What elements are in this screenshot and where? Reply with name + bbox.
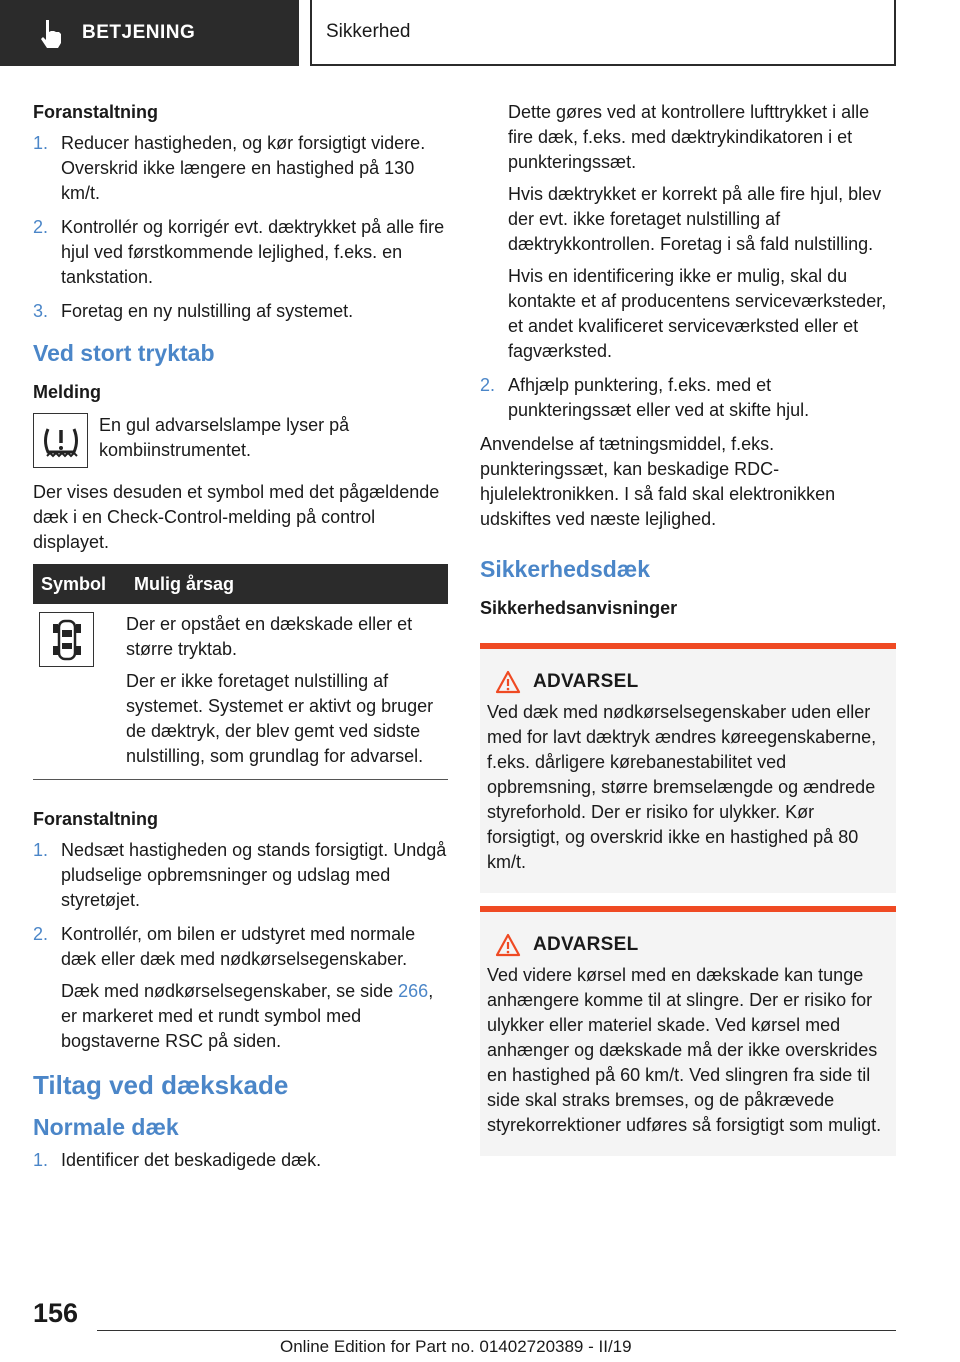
- list-item: 1. Reducer hastigheden, og kør forsigtigt videre. Overskrid ikke længere en hastighed på 130 km/t.: [33, 133, 426, 203]
- left-column: [33, 100, 448, 1182]
- normal-tires-heading: Normale dæk: [33, 1114, 179, 1140]
- col-symbol-header: Symbol: [33, 564, 126, 604]
- message-text: En gul advarselslampe lyser på kombiinstrumentet.: [99, 415, 350, 460]
- car-tire-damage-icon: [39, 612, 94, 667]
- list-item: 2. Kontrollér, om bilen er udstyret med normale dæk eller dæk med nødkørselsegenskaber. Dæk med nødkørselsegenskaber, se side 266, er markeret med et rundt symbol med bogstaverne RSC på siden.: [33, 924, 434, 1051]
- list-item: 2. Afhjælp punktering, f.eks. med et punkteringssæt eller ved at skifte hjul.: [480, 375, 810, 420]
- warning-triangle-icon: [495, 933, 521, 957]
- warning-title: ADVARSEL: [533, 934, 639, 955]
- warning-text: Ved dæk med nødkørselsegenskaber uden eller med for lavt dæktryk ændres køreegenskaberne, f.eks. dårligere kørebanestabilitet ved opbremsning, større bremselængde og ændrede styreforhold. Der er risiko for ulykker. Kør forsigtigt, og overskrid ikke en hastighed på 80 km/t.: [487, 702, 877, 872]
- topic-tab: [310, 0, 896, 66]
- list-item: 3. Foretag en ny nulstilling af systemet.: [33, 301, 354, 321]
- measures-list-2: [33, 838, 448, 1054]
- damage-heading: Tiltag ved dækskade: [33, 1070, 289, 1100]
- symbol-table: [33, 564, 448, 780]
- measures-list: [33, 131, 448, 324]
- continued-list: [480, 100, 896, 423]
- tire-pressure-warning-icon: [33, 413, 88, 468]
- table-row: [33, 604, 448, 780]
- list-item: 1. Nedsæt hastigheden og stands forsigtigt. Undgå pludselige opbremsninger og udslag med styretøjet.: [33, 840, 447, 910]
- col-cause-header: Mulig årsag: [126, 564, 448, 604]
- section-tab: [0, 0, 299, 66]
- edition-text: Online Edition for Part no. 01402720389 - II/19: [280, 1337, 632, 1356]
- cause-text-1: Der er opstået en dækskade eller et større tryktab.: [126, 614, 413, 659]
- normal-list: [33, 1148, 448, 1173]
- measures-title-2: Foranstaltning: [33, 809, 158, 829]
- page-link-266[interactable]: 266: [398, 981, 429, 1001]
- measures-title: Foranstaltning: [33, 102, 158, 122]
- sealant-paragraph: Anvendelse af tætningsmiddel, f.eks. punkteringssæt, kan beskadige RDC-hjulelektronikken. I så fald skal elektronikken udskiftes ved næste lejlighed.: [480, 434, 836, 529]
- big-loss-heading: Ved stort tryktab: [33, 340, 215, 366]
- safety-tires-heading: Sikkerhedsdæk: [480, 556, 651, 582]
- message-title: Melding: [33, 382, 101, 402]
- hand-pointer-icon: [38, 18, 64, 48]
- right-column: [480, 100, 896, 1156]
- message-row: [33, 413, 448, 468]
- warning-box-2: [480, 906, 896, 1156]
- warning-text: Ved videre kørsel med en dækskade kan tunge anhængere komme til at slingre. Der er risiko for ulykker eller materiel skade. Ved kørsel med anhænger og dækskade må der ikke overskrides en hastighed på 60 km/t. Ved slingren fra side til side skal straks bremses, og de påkrævede styrekorrektioner udføres så forsigtigt som muligt.: [487, 965, 882, 1135]
- topic-title: Sikkerhed: [326, 21, 411, 42]
- section-title: BETJENING: [82, 22, 196, 43]
- list-item: Dette gøres ved at kontrollere lufttrykket i alle fire dæk, f.eks. med dæktrykindikatoren i et punkteringssæt. Hvis dæktrykket er korrekt på alle fire hjul, blev der evt. ikke foretaget nulstilling af dæktrykkontrollen. Foretag i så fald nulstilling. Hvis en identificering ikke er mulig, skal du kontakte et af producentens serviceværksteder, et andet kvalificeret serviceværksted eller et fagværksted.: [508, 102, 887, 361]
- list-item: 1. Identificer det beskadigede dæk.: [33, 1150, 322, 1170]
- warning-box-1: [480, 643, 896, 893]
- footer-divider: [97, 1330, 896, 1331]
- warning-triangle-icon: [495, 670, 521, 694]
- cause-text-2: Der er ikke foretaget nulstilling af systemet. Systemet er aktivt og bruger de dæktryk, der blev gemt ved sidste nulstilling, som grundlag for advarsel.: [126, 671, 434, 766]
- warning-title: ADVARSEL: [533, 671, 639, 692]
- symbol-paragraph: Der vises desuden et symbol med det pågældende dæk i en Check-Control-melding på control displayet.: [33, 482, 440, 552]
- list-item: 2. Kontrollér og korrigér evt. dæktrykket på alle fire hjul ved førstkommende lejlighed, f.eks. en tankstation.: [33, 217, 445, 287]
- page-number: 156: [33, 1298, 79, 1328]
- safety-instructions-title: Sikkerhedsanvisninger: [480, 598, 678, 618]
